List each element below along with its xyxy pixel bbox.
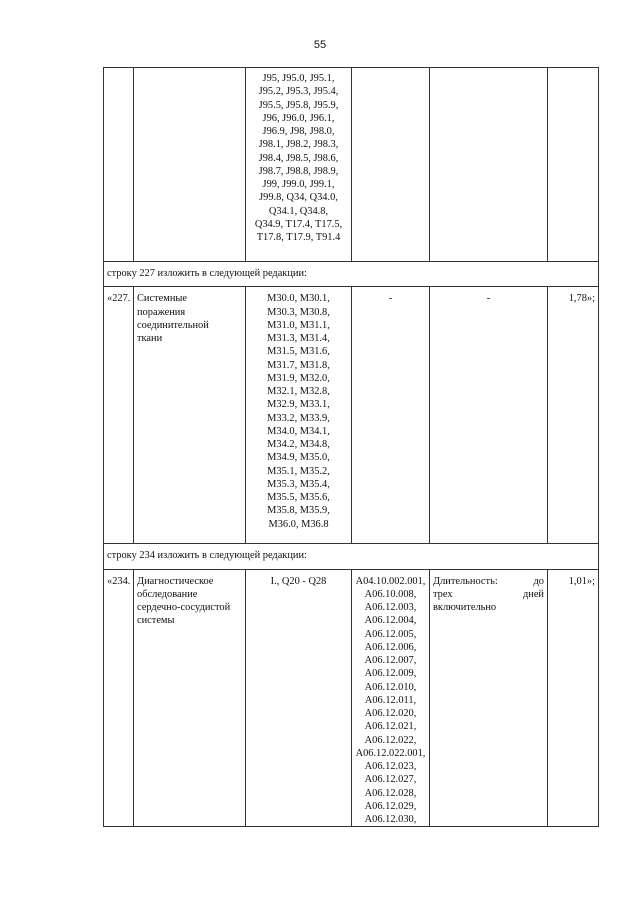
service-code-line: A06.12.023, xyxy=(364,761,417,772)
mkb-code-line: M31.9, M32.0, xyxy=(267,372,330,384)
mkb-code-line: M31.5, M31.6, xyxy=(267,346,330,358)
name-line: Системные xyxy=(137,293,187,305)
cell-conditions xyxy=(430,569,548,827)
service-code-line: A06.12.010, xyxy=(364,681,417,693)
mkb-code-line: J99.8, Q34, Q34.0, xyxy=(259,192,338,204)
name-line: обследование xyxy=(137,588,198,600)
name-line: Диагностическое xyxy=(137,575,214,587)
cell-mkb-codes xyxy=(246,287,352,544)
condition-word: Длительность: xyxy=(433,575,498,587)
mkb-code-line: M30.0, M30.1, xyxy=(267,293,330,305)
name-line: системы xyxy=(137,615,175,627)
name-line: поражения xyxy=(137,306,186,318)
cell-num xyxy=(104,68,134,262)
page-number: 55 xyxy=(313,39,327,51)
cell-conditions: - xyxy=(430,287,548,544)
condition-line: включительно xyxy=(433,602,497,613)
instruction-text: строку 227 изложить в следующей редакции: xyxy=(104,262,599,287)
mkb-code-line: J98.4, J98.5, J98.6, xyxy=(258,152,339,164)
service-code-line: A06.12.004, xyxy=(364,615,417,627)
mkb-code-line: M34.0, M34.1, xyxy=(267,425,330,437)
condition-line xyxy=(433,588,544,601)
amendment-table xyxy=(103,67,599,827)
table-row xyxy=(104,68,599,262)
instruction-text: строку 234 изложить в следующей редакции: xyxy=(104,544,599,569)
cell-mkb-codes xyxy=(246,68,352,262)
service-code-line: A06.12.022.001, xyxy=(355,747,426,759)
service-code-line: A06.12.030, xyxy=(364,814,417,825)
mkb-code-line: M35.3, M35.4, xyxy=(267,478,330,490)
mkb-code-line: M32.1, M32.8, xyxy=(267,386,330,397)
cell-coefficient: 1,78»; xyxy=(548,287,599,544)
service-code-line: A04.10.002.001, xyxy=(355,575,426,587)
mkb-code-line: J99, J99.0, J99.1, xyxy=(262,179,335,190)
condition-line xyxy=(433,575,544,588)
mkb-code-line: M30.3, M30.8, xyxy=(267,306,330,318)
mkb-code-line: M35.5, M35.6, xyxy=(267,492,330,503)
mkb-code-line: M32.9, M33.1, xyxy=(267,399,330,411)
mkb-code-line: J98.7, J98.8, J98.9, xyxy=(258,165,339,177)
name-line: сердечно-сосудистой xyxy=(137,602,231,613)
cell-num: «227. xyxy=(104,287,134,544)
mkb-code-line: M35.1, M35.2, xyxy=(267,465,330,477)
condition-word: трех xyxy=(433,588,453,600)
table-row xyxy=(104,569,599,827)
cell-coefficient: 1,01»; xyxy=(548,569,599,827)
service-code-line: A06.12.005, xyxy=(364,628,417,640)
mkb-code-line: M31.3, M31.4, xyxy=(267,333,330,344)
cell-service-codes xyxy=(352,68,430,262)
service-code-line: A06.12.022, xyxy=(364,734,417,746)
instruction-row xyxy=(104,262,599,287)
cell-name xyxy=(134,287,246,544)
service-code-line: A06.10.008, xyxy=(364,588,417,600)
cell-coefficient xyxy=(548,68,599,262)
condition-word: дней xyxy=(522,588,544,600)
cell-conditions xyxy=(430,68,548,262)
service-code-line: A06.12.011, xyxy=(364,694,417,706)
mkb-code-line: M35.8, M35.9, xyxy=(267,505,330,517)
cell-service-codes: - xyxy=(352,287,430,544)
instruction-row xyxy=(104,544,599,569)
mkb-code-line: J96, J96.0, J96.1, xyxy=(262,112,335,124)
service-code-line: A06.12.007, xyxy=(364,655,417,666)
service-code-line: A06.12.006, xyxy=(364,641,417,653)
name-line: соединительной xyxy=(137,319,209,331)
service-code-line: A06.12.009, xyxy=(364,668,417,680)
mkb-code-line: Q34.1, Q34.8, xyxy=(268,205,329,217)
mkb-code-line: Q34.9, T17.4, T17.5, xyxy=(254,218,343,230)
mkb-code-line: M31.7, M31.8, xyxy=(267,359,330,371)
cell-name xyxy=(134,68,246,262)
service-code-line: A06.12.021, xyxy=(364,721,417,733)
cell-service-codes xyxy=(352,569,430,827)
table-row xyxy=(104,287,599,544)
service-code-line: A06.12.028, xyxy=(364,787,417,799)
mkb-code-line: T17.8, T17.9, T91.4 xyxy=(256,232,341,243)
mkb-code-line: J96.9, J98, J98.0, xyxy=(262,126,335,137)
mkb-code-line: J98.1, J98.2, J98.3, xyxy=(258,139,339,151)
mkb-code-line: M31.0, M31.1, xyxy=(267,319,330,331)
service-code-line: A06.12.020, xyxy=(364,708,417,719)
cell-num: «234. xyxy=(104,569,134,827)
mkb-code-line: M34.9, M35.0, xyxy=(267,452,330,464)
mkb-code-line: M34.2, M34.8, xyxy=(267,439,330,450)
mkb-code-line: J95, J95.0, J95.1, xyxy=(262,73,335,84)
service-code-line: A06.12.003, xyxy=(364,602,417,613)
condition-word: до xyxy=(533,575,544,587)
service-code-line: A06.12.029, xyxy=(364,800,417,812)
mkb-code-line: J95.5, J95.8, J95.9, xyxy=(258,99,339,111)
cell-mkb-codes: I., Q20 - Q28 xyxy=(246,569,352,827)
mkb-code-line: M36.0, M36.8 xyxy=(268,518,329,530)
mkb-code-line: M33.2, M33.9, xyxy=(267,412,330,424)
service-code-line: A06.12.027, xyxy=(364,774,417,786)
name-line: ткани xyxy=(137,333,163,344)
mkb-code-line: J95.2, J95.3, J95.4, xyxy=(258,86,339,98)
cell-name xyxy=(134,569,246,827)
